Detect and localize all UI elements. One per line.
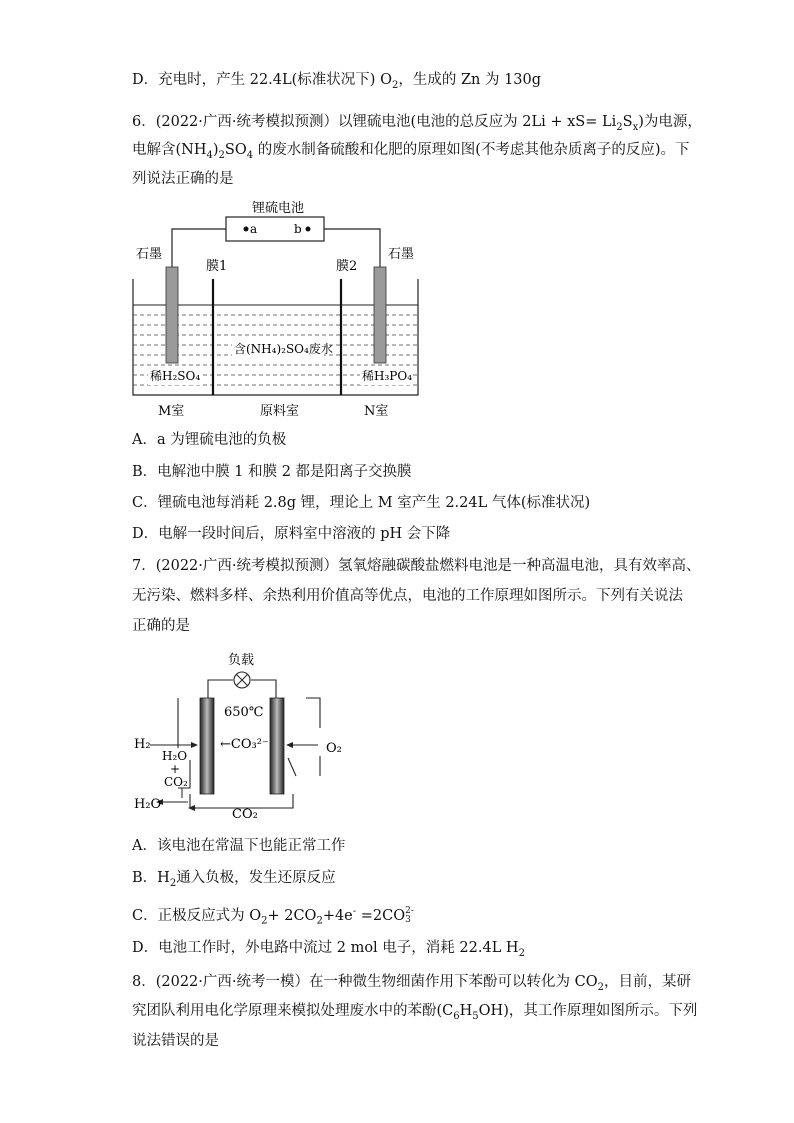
co2-recycle-loop (190, 794, 293, 808)
q8-stem-line-3: 说法错误的是 (132, 1033, 219, 1049)
external-circuit-right (251, 680, 276, 698)
co2-label: CO₂ (164, 775, 188, 789)
terminal-b-dot (306, 227, 311, 232)
membrane2-label: 膜2 (336, 259, 358, 274)
room-n-label: N室 (364, 404, 389, 419)
room-m-label: M室 (158, 404, 185, 419)
battery-label: 锂硫电池 (252, 201, 305, 216)
q6-option-c: C．锂硫电池每消耗 2.8g 锂，理论上 M 室产生 2.24L 气体(标准状况) (132, 495, 591, 511)
membrane1-label: 膜1 (206, 259, 228, 274)
terminal-a-dot (244, 227, 249, 232)
terminal-b-label: b (294, 222, 302, 236)
q7-option-d: D．电池工作时，外电路中流过 2 mol 电子，消耗 22.4L $H_2$ (132, 940, 525, 959)
q6-electrolysis-figure (128, 195, 428, 425)
q8-stem-line-1: 8．(2022·广西·统考一模）在一种微生物细菌作用下苯酚可以转化为 $CO_2$，目前，某研 (132, 974, 691, 993)
q8-stem-line-2: 究团队利用电化学原理来模拟处理废水中的苯酚$(C_6H_5OH)$，其工作原理如图所示。下列 (132, 1003, 698, 1022)
q6-option-a: A．a 为锂硫电池的负极 (132, 432, 287, 448)
q6-stem-line-2: 电解含$(NH_4)_2SO_4$ 的废水制备硫酸和化肥的原理如图(不考虑其他杂质离子的反应)。下 (132, 142, 690, 161)
cathode-diagonal (288, 758, 296, 776)
q7-stem-line-2: 无污染、燃料多样、余热利用价值高等优点，电池的工作原理如图所示。下列有关说法 (132, 588, 683, 604)
center-solution-label: 含(NH₄)₂SO₄废水 (234, 342, 333, 356)
terminal-a-label: a (250, 222, 258, 236)
o2-in-label: O₂ (326, 741, 342, 756)
q5-option-d: D．充电时，产生 22.4L(标准状况下) $O_2$，生成的 Zn 为 130g (132, 72, 542, 91)
graphite-right-label: 石墨 (388, 247, 415, 262)
q6-option-d: D．电解一段时间后，原料室中溶液的 pH 会下降 (132, 526, 451, 542)
q7-option-a: A．该电池在常温下也能正常工作 (132, 838, 346, 854)
room-raw-label: 原料室 (260, 404, 300, 419)
q6-option-b: B．电解池中膜 1 和膜 2 都是阳离子交换膜 (132, 464, 412, 480)
h2o-label: H₂O (162, 749, 188, 763)
h2-in-label: H₂ (134, 737, 151, 752)
right-solution-label: 稀H₃PO₄ (362, 369, 412, 383)
graphite-electrode-left (166, 267, 178, 363)
graphite-electrode-right (374, 267, 386, 363)
q6-stem-line-1: 6．(2022·广西·统考模拟预测）以锂硫电池(电池的总反应为 $2Li + xS= Li_2S_x$)为电源， (132, 114, 702, 133)
h2o-out-label: H₂O (134, 797, 162, 812)
q7-fuel-cell-figure (128, 648, 368, 823)
temperature-label: 650℃ (224, 705, 264, 720)
co2-loop-arrow (188, 805, 195, 811)
left-solution-label: 稀H₂SO₄ (150, 369, 201, 383)
cathode-electrode (270, 698, 284, 794)
q7-option-c: C．正极反应式为 $O_2+ 2CO_2+4e^- =2CO$ 2- 3 (132, 905, 414, 927)
q7-stem-line-1: 7．(2022·广西·统考模拟预测）氢氧熔融碳酸盐燃料电池是一种高温电池，具有效率高、 (132, 558, 701, 574)
cathode-channel (306, 698, 320, 728)
anode-electrode (200, 698, 214, 794)
external-circuit (208, 680, 233, 698)
load-label: 负载 (228, 653, 255, 668)
q7-stem-line-3: 正确的是 (132, 618, 190, 634)
graphite-left-label: 石墨 (136, 247, 163, 262)
q7-option-b: B．$H_2$通入负极，发生还原反应 (132, 870, 336, 889)
co2-bottom-label: CO₂ (232, 807, 258, 822)
plus-label: + (170, 762, 181, 776)
carbonate-label: ←CO₃²⁻ (220, 737, 269, 752)
q6-stem-line-3: 列说法正确的是 (132, 171, 234, 187)
